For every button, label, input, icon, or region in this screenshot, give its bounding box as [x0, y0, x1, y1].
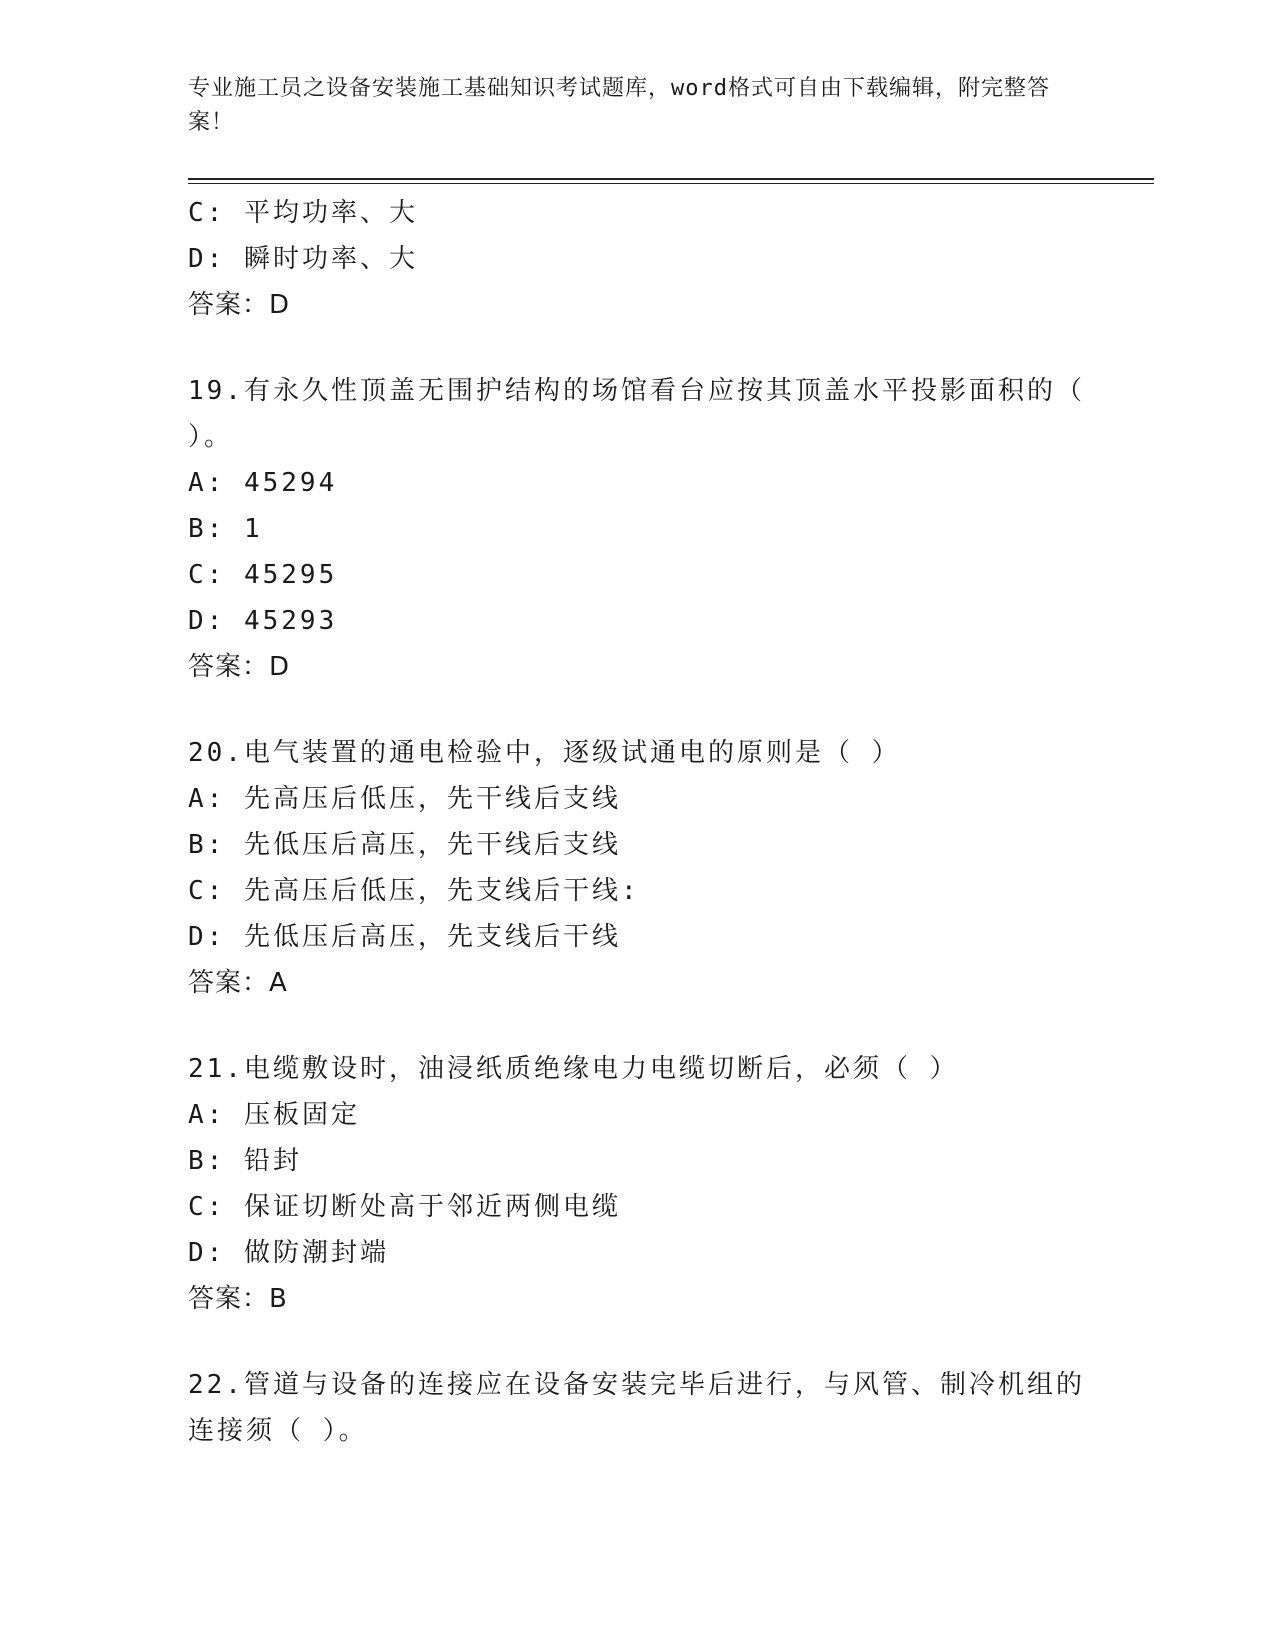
question-20 — [188, 730, 1128, 1006]
question-list — [188, 190, 1128, 1454]
option-b: B: 1 — [188, 514, 263, 544]
question-text: 20.电气装置的通电检验中，逐级试通电的原则是（ ） — [188, 738, 901, 768]
option-b: B: 先低压后高压，先干线后支线 — [188, 830, 621, 860]
question-text-cont: 连接须（ ）。 — [188, 1416, 368, 1446]
option-c: C: 45295 — [188, 560, 338, 590]
question-text-cont: ）。 — [188, 422, 234, 452]
answer: 答案：D — [188, 652, 291, 682]
question-text: 21.电缆敷设时，油浸纸质绝缘电力电缆切断后，必须（ ） — [188, 1054, 959, 1084]
header-rule-thin — [188, 183, 1154, 184]
option-a: A: 45294 — [188, 468, 338, 498]
question-21 — [188, 1046, 1128, 1322]
option-c: C: 平均功率、大 — [188, 198, 418, 228]
option-a: A: 先高压后低压，先干线后支线 — [188, 784, 621, 814]
option-d: D: 做防潮封端 — [188, 1238, 389, 1268]
option-b: B: 铅封 — [188, 1146, 302, 1176]
question-text: 22.管道与设备的连接应在设备安装完毕后进行，与风管、制冷机组的 — [188, 1370, 1085, 1400]
question-18 — [188, 190, 1128, 328]
question-22 — [188, 1362, 1128, 1454]
header-rule-thick — [188, 178, 1154, 180]
question-text: 19.有永久性顶盖无围护结构的场馆看台应按其顶盖水平投影面积的（ — [188, 376, 1085, 406]
answer: 答案：A — [188, 968, 288, 998]
answer: 答案：B — [188, 1284, 288, 1314]
option-a: A: 压板固定 — [188, 1100, 360, 1130]
option-d: D: 瞬时功率、大 — [188, 244, 418, 274]
question-19 — [188, 368, 1128, 690]
option-c: C: 先高压后低压，先支线后干线: — [188, 876, 640, 906]
option-c: C: 保证切断处高于邻近两侧电缆 — [188, 1192, 621, 1222]
option-d: D: 先低压后高压，先支线后干线 — [188, 922, 621, 952]
document-header: 专业施工员之设备安装施工基础知识考试题库，word格式可自由下载编辑，附完整答案！ — [188, 76, 1050, 135]
option-d: D: 45293 — [188, 606, 338, 636]
answer: 答案：D — [188, 290, 291, 320]
